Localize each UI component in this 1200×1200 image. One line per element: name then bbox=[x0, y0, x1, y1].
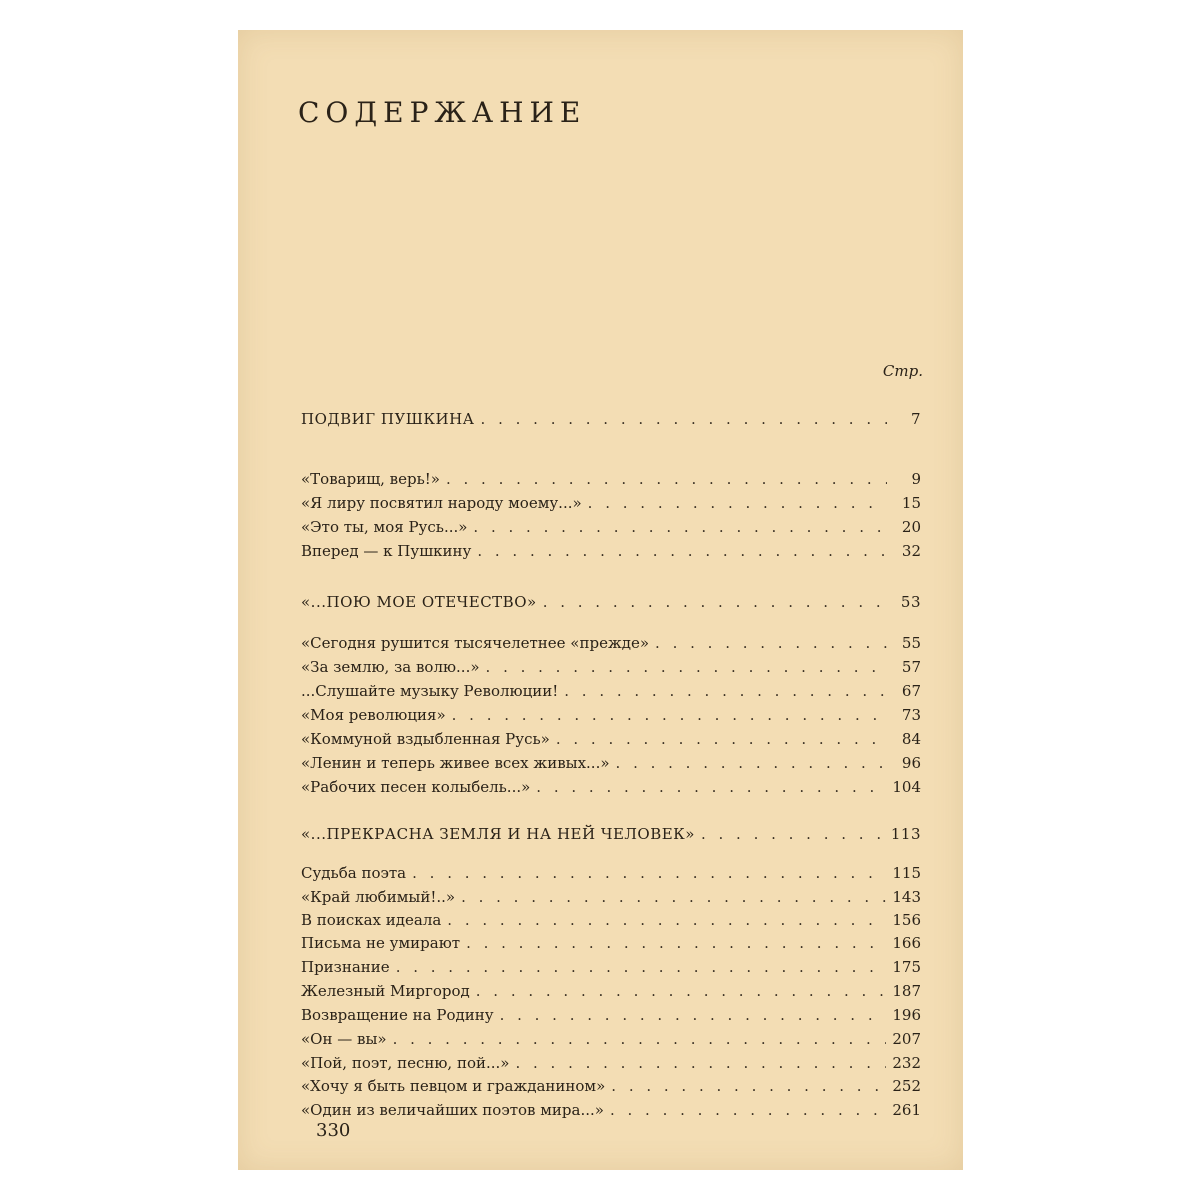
toc-entry-title: «Хочу я быть певцом и гражданином» bbox=[301, 1077, 606, 1095]
toc-entry-page: 115 bbox=[892, 864, 921, 882]
toc-entry-page: 67 bbox=[901, 682, 921, 700]
toc-dot-leader bbox=[412, 864, 886, 882]
toc-entry bbox=[301, 958, 921, 980]
toc-section-heading bbox=[301, 593, 921, 615]
toc-entry-title: «Сегодня рушится тысячелетнее «прежде» bbox=[301, 634, 650, 652]
toc-section-heading bbox=[301, 410, 921, 432]
toc-entry-title: Возвращение на Родину bbox=[301, 1006, 494, 1024]
toc-section-heading bbox=[301, 825, 921, 847]
toc-entry-title: Вперед — к Пушкину bbox=[301, 542, 472, 560]
toc-entry-page: 113 bbox=[890, 825, 921, 843]
toc-entry-page: 143 bbox=[892, 888, 921, 906]
toc-entry-title: «Один из величайших поэтов мира...» bbox=[301, 1101, 604, 1119]
toc-dot-leader bbox=[466, 934, 886, 952]
toc-entry bbox=[301, 730, 921, 752]
toc-dot-leader bbox=[476, 982, 887, 1000]
toc-entry-page: 196 bbox=[892, 1006, 921, 1024]
toc-dot-leader bbox=[446, 470, 887, 488]
toc-entry bbox=[301, 911, 921, 933]
page-title: СОДЕРЖАНИЕ bbox=[298, 96, 587, 129]
toc-entry-title: Письма не умирают bbox=[301, 934, 461, 952]
toc-entry-title: «Пой, поэт, песню, пой...» bbox=[301, 1054, 510, 1072]
toc-entry-title: «Рабочих песен колыбель...» bbox=[301, 778, 531, 796]
toc-dot-leader bbox=[543, 593, 887, 611]
toc-entry-title: ПОДВИГ ПУШКИНА bbox=[301, 410, 475, 428]
toc-entry bbox=[301, 864, 921, 886]
toc-dot-leader bbox=[556, 730, 887, 748]
toc-entry-page: 207 bbox=[892, 1030, 921, 1048]
toc-entry-title: «Ленин и теперь живее всех живых...» bbox=[301, 754, 610, 772]
toc-entry-page: 20 bbox=[901, 518, 921, 536]
toc-dot-leader bbox=[452, 706, 887, 724]
toc-entry-title: «За землю, за волю...» bbox=[301, 658, 480, 676]
toc-entry bbox=[301, 706, 921, 728]
toc-entry bbox=[301, 470, 921, 492]
toc-entry-title: Железный Миргород bbox=[301, 982, 470, 1000]
toc-entry-page: 9 bbox=[911, 470, 921, 488]
toc-entry bbox=[301, 494, 921, 516]
toc-entry-title: ...Слушайте музыку Революции! bbox=[301, 682, 559, 700]
book-page bbox=[238, 30, 963, 1170]
toc-entry-title: «...ПОЮ МОЕ ОТЕЧЕСТВО» bbox=[301, 593, 537, 611]
page-column-header: Стр. bbox=[882, 362, 923, 380]
toc-entry-page: 104 bbox=[892, 778, 921, 796]
toc-entry bbox=[301, 518, 921, 540]
toc-entry-page: 55 bbox=[901, 634, 921, 652]
toc-entry-page: 166 bbox=[892, 934, 921, 952]
toc-entry-page: 187 bbox=[892, 982, 921, 1000]
toc-dot-leader bbox=[610, 1101, 886, 1119]
toc-dot-leader bbox=[515, 1054, 886, 1072]
toc-entry bbox=[301, 754, 921, 776]
toc-entry-title: «Он — вы» bbox=[301, 1030, 387, 1048]
toc-entry bbox=[301, 982, 921, 1004]
toc-dot-leader bbox=[486, 658, 887, 676]
toc-dot-leader bbox=[588, 494, 887, 512]
toc-dot-leader bbox=[393, 1030, 887, 1048]
toc-entry-page: 57 bbox=[901, 658, 921, 676]
toc-entry-title: «Край любимый!..» bbox=[301, 888, 456, 906]
toc-dot-leader bbox=[461, 888, 886, 906]
toc-entry-title: Признание bbox=[301, 958, 390, 976]
toc-dot-leader bbox=[473, 518, 887, 536]
toc-dot-leader bbox=[611, 1077, 886, 1095]
toc-entry-page: 96 bbox=[901, 754, 921, 772]
toc-entry bbox=[301, 888, 921, 910]
toc-entry-title: «Товарищ, верь!» bbox=[301, 470, 440, 488]
toc-entry-page: 7 bbox=[910, 410, 921, 428]
toc-entry-page: 261 bbox=[892, 1101, 921, 1119]
toc-entry bbox=[301, 1006, 921, 1028]
toc-entry bbox=[301, 634, 921, 656]
toc-entry-title: В поисках идеала bbox=[301, 911, 442, 929]
toc-entry-page: 84 bbox=[901, 730, 921, 748]
page-number: 330 bbox=[316, 1120, 351, 1141]
toc-dot-leader bbox=[477, 542, 887, 560]
toc-entry bbox=[301, 682, 921, 704]
toc-entry-page: 232 bbox=[892, 1054, 921, 1072]
toc-dot-leader bbox=[701, 825, 885, 843]
toc-dot-leader bbox=[481, 410, 887, 428]
toc-entry-page: 32 bbox=[901, 542, 921, 560]
toc-entry bbox=[301, 934, 921, 956]
toc-entry bbox=[301, 1077, 921, 1099]
toc-dot-leader bbox=[396, 958, 887, 976]
toc-entry-title: «Моя революция» bbox=[301, 706, 446, 724]
toc-entry-title: «Я лиру посвятил народу моему...» bbox=[301, 494, 582, 512]
toc-entry bbox=[301, 778, 921, 800]
toc-entry-page: 53 bbox=[900, 593, 921, 611]
toc-entry-page: 156 bbox=[892, 911, 921, 929]
toc-dot-leader bbox=[564, 682, 887, 700]
toc-entry bbox=[301, 1101, 921, 1123]
toc-entry bbox=[301, 1030, 921, 1052]
toc-entry-page: 252 bbox=[892, 1077, 921, 1095]
toc-entry bbox=[301, 1054, 921, 1076]
toc-entry-title: Судьба поэта bbox=[301, 864, 407, 882]
toc-entry-page: 175 bbox=[892, 958, 921, 976]
toc-entry bbox=[301, 542, 921, 564]
toc-entry-page: 15 bbox=[901, 494, 921, 512]
toc-dot-leader bbox=[655, 634, 887, 652]
toc-entry bbox=[301, 658, 921, 680]
toc-dot-leader bbox=[616, 754, 887, 772]
toc-entry-title: «Коммуной вздыбленная Русь» bbox=[301, 730, 550, 748]
toc-dot-leader bbox=[536, 778, 886, 796]
toc-dot-leader bbox=[500, 1006, 887, 1024]
toc-entry-title: «Это ты, моя Русь...» bbox=[301, 518, 468, 536]
toc-dot-leader bbox=[447, 911, 886, 929]
toc-entry-page: 73 bbox=[901, 706, 921, 724]
toc-entry-title: «...ПРЕКРАСНА ЗЕМЛЯ И НА НЕЙ ЧЕЛОВЕК» bbox=[301, 825, 695, 843]
